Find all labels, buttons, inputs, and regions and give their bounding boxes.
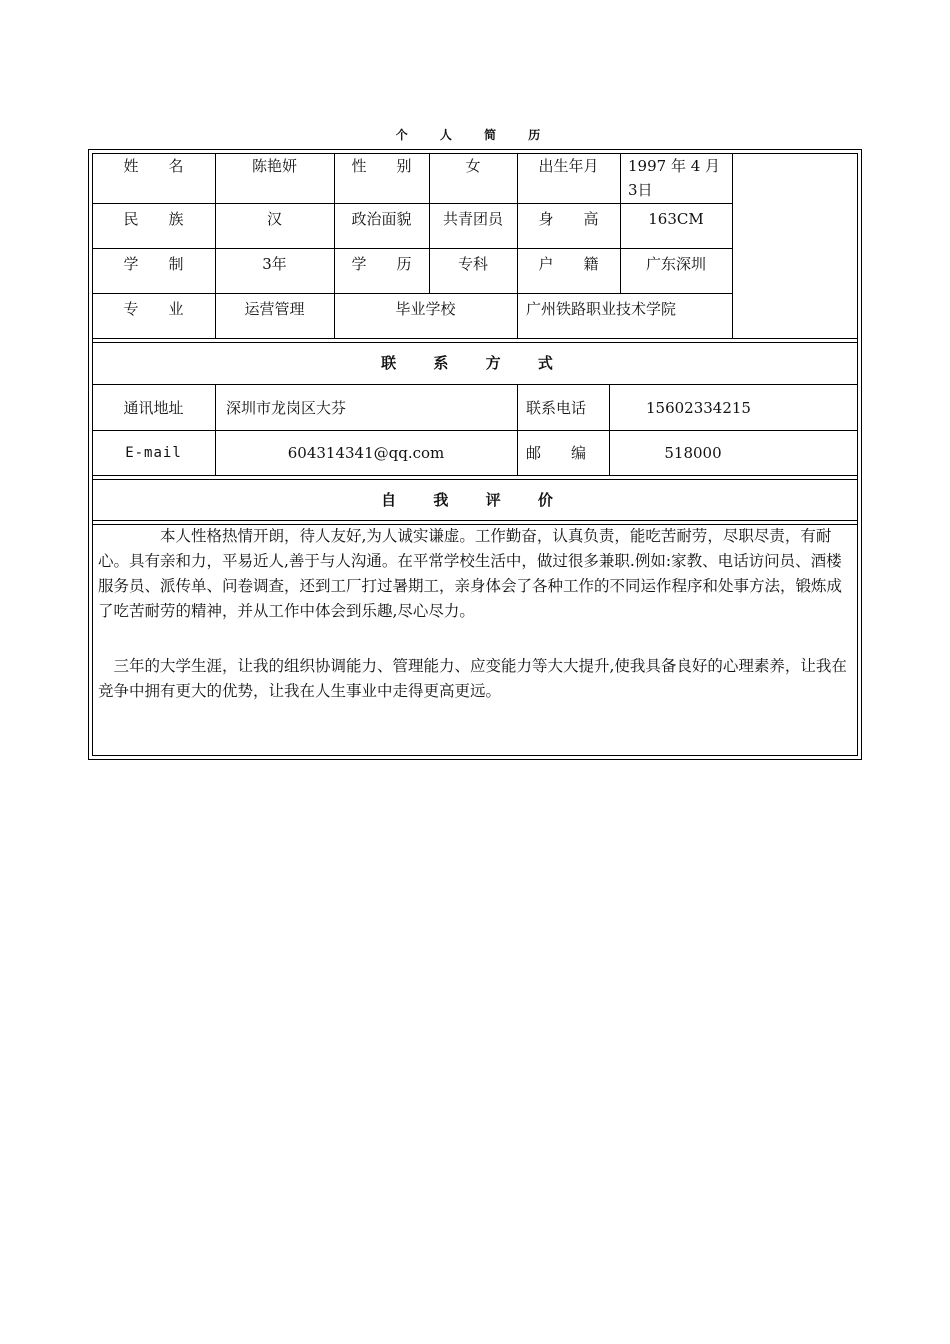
ethnicity-value: 汉 — [266, 210, 282, 228]
hukou-value: 广东深圳 — [645, 255, 706, 273]
politics-label: 政治面貌 — [351, 210, 412, 228]
name-label: 姓 名 — [123, 157, 184, 175]
gender-label: 性 别 — [351, 157, 412, 175]
contact-section-title: 联 系 方 式 — [381, 354, 569, 372]
height-label: 身 高 — [538, 210, 599, 228]
phone-value: 15602334215 — [646, 399, 751, 417]
row-divider — [92, 475, 858, 476]
height-value: 163CM — [648, 210, 704, 228]
zip-value: 518000 — [664, 444, 722, 462]
row-divider — [92, 430, 858, 431]
section-divider — [92, 338, 858, 339]
section-divider — [92, 479, 858, 480]
education-value: 专科 — [457, 255, 488, 273]
evaluation-paragraph: 三年的大学生涯，让我的组织协调能力、管理能力、应变能力等大大提升,使我具备良好的心理素养，让我在竞争中拥有更大的优势，让我在人生事业中走得更高更远。 — [98, 657, 847, 700]
column-divider — [517, 153, 518, 338]
gender-value: 女 — [465, 157, 481, 175]
email-label: E-mail — [125, 445, 182, 461]
politics-value: 共青团员 — [442, 210, 503, 228]
email-value: 604314341@qq.com — [287, 444, 445, 462]
row-divider — [92, 248, 732, 249]
evaluation-section-title: 自 我 评 价 — [381, 491, 569, 509]
schooling-value: 3年 — [262, 255, 287, 273]
section-divider — [92, 342, 858, 343]
school-label: 毕业学校 — [395, 300, 456, 318]
evaluation-paragraph: 本人性格热情开朗，待人友好,为人诚实谦虚。工作勤奋，认真负责，能吃苦耐劳，尽职尽责，有耐心。具有亲和力，平易近人,善于与人沟通。在平常学校生活中，做过很多兼职.例如:家教、电话访问员、酒楼服务员、派传单、问卷调查，还到工厂打过暑期工，亲身体会了各种工作的不同运作程序和处事方法，锻炼成了吃苦耐劳的精神，并从工作中体会到乐趣,尽心尽力。 — [98, 527, 843, 620]
row-divider — [92, 203, 732, 204]
column-divider — [732, 153, 733, 338]
section-divider — [92, 520, 858, 521]
zip-label: 邮 编 — [526, 444, 587, 462]
section-divider — [92, 384, 858, 385]
school-value: 广州铁路职业技术学院 — [526, 300, 677, 318]
birth-value: 1997 年 4 月 — [628, 157, 721, 175]
row-divider — [92, 293, 732, 294]
birth-value-day: 3日 — [628, 181, 653, 199]
address-label: 通讯地址 — [123, 399, 184, 417]
schooling-label: 学 制 — [123, 255, 184, 273]
birth-label: 出生年月 — [538, 157, 599, 175]
column-divider — [517, 384, 518, 475]
page-title: 个 人 简 历 — [395, 128, 555, 142]
ethnicity-label: 民 族 — [123, 210, 184, 228]
major-value: 运营管理 — [244, 300, 305, 318]
phone-label: 联系电话 — [526, 399, 587, 417]
education-label: 学 历 — [351, 255, 412, 273]
hukou-label: 户 籍 — [538, 255, 599, 273]
address-value: 深圳市龙岗区大芬 — [226, 399, 347, 417]
major-label: 专 业 — [123, 300, 184, 318]
name-value: 陈艳妍 — [251, 157, 297, 175]
